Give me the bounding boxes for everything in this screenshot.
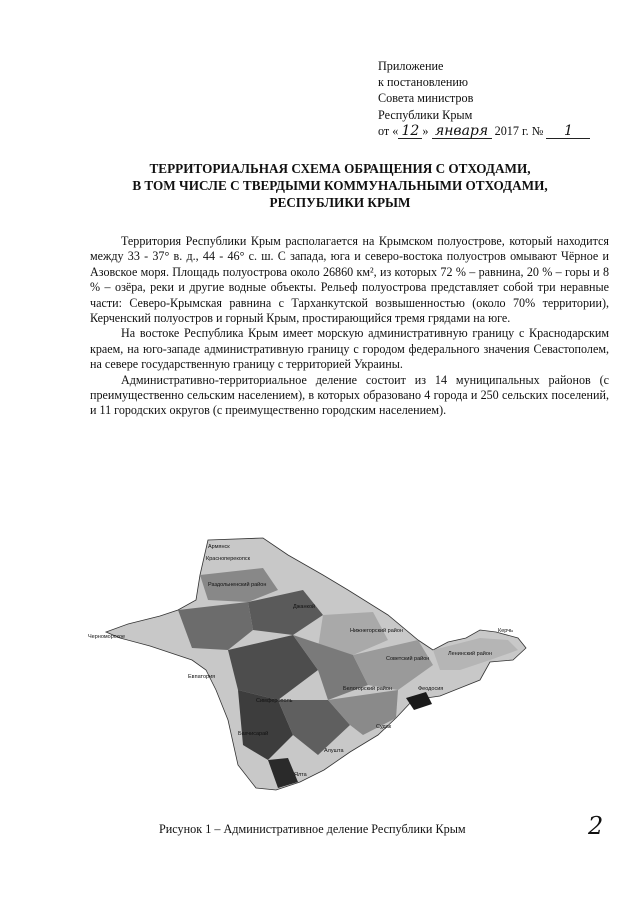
- date-prefix: от «: [378, 123, 399, 138]
- map-label: Раздольненский район: [208, 582, 267, 588]
- map-label: Ялта: [294, 772, 307, 778]
- map-label: Евпатория: [188, 674, 216, 680]
- date-day: 12: [398, 125, 422, 139]
- appendix-block: [378, 58, 590, 139]
- paragraph: На востоке Республика Крым имеет морскую административную границу с Краснодарским краем, на юго-западе административную границу с городом федерального значения Севастополем, на севере государственную границу с территорией Украины.: [90, 326, 609, 372]
- map-label: Судак: [376, 724, 392, 730]
- map-label: Алушта: [324, 748, 344, 754]
- title-line: В ТОМ ЧИСЛЕ С ТВЕРДЫМИ КОММУНАЛЬНЫМИ ОТХОДАМИ,: [132, 178, 548, 193]
- paragraph: Административно-территориальное деление состоит из 14 муниципальных районов (с преимущественно сельским населением), в которых образовано 4 города и 250 сельских поселений, и 11 городских округов (с преимущественно городским населением).: [90, 372, 609, 418]
- date-mid: »: [422, 123, 432, 138]
- map-label: Феодосия: [418, 686, 444, 692]
- document-title: [80, 160, 600, 211]
- map-label: Нижнегорский район: [350, 628, 403, 634]
- map-label: Белогорский район: [343, 686, 392, 692]
- appendix-line: Республики Крым: [378, 107, 473, 122]
- date-month: января: [432, 125, 492, 139]
- map-label: Ленинский район: [448, 651, 492, 657]
- map-label: Советский район: [386, 656, 430, 662]
- appendix-line: к постановлению: [378, 75, 469, 90]
- page-number: 2: [588, 812, 604, 840]
- title-line: ТЕРРИТОРИАЛЬНАЯ СХЕМА ОБРАЩЕНИЯ С ОТХОДАМИ,: [149, 161, 531, 176]
- map-label: Армянск: [208, 544, 230, 550]
- map-label: Красноперекопск: [206, 556, 250, 562]
- map-label: Керчь: [498, 628, 513, 634]
- map-label: Бахчисарай: [238, 731, 269, 737]
- appendix-date-line: [378, 123, 590, 139]
- document-number: 1: [546, 125, 590, 139]
- body-text: [90, 234, 609, 419]
- map-label: Черноморское: [88, 634, 126, 640]
- paragraph: Территория Республики Крым располагается на Крымском полуострове, который находится между 33 - 37° в. д., 44 - 46° с. ш. С запада, юга и северо-востока полуостров омывают Чёрное и Азовское моря. Площадь полуострова около 26860 км², из которых 72 % – равнина, 20 % – горы и 8 % – озёра, реки и другие водные объекты. Рельеф полуострова представляет собой три неравные части: Северо-Крымская равнина с Тарханкутской возвышенностью (около 70% территории), Керченский полуостров и горный Крым, простирающийся тремя грядами на юге.: [90, 234, 609, 326]
- date-year: 2017 г. №: [491, 123, 547, 138]
- appendix-line: Совета министров: [378, 91, 474, 106]
- crimea-district-map: [88, 520, 528, 810]
- map-label: Джанкой: [293, 604, 316, 610]
- appendix-line: Приложение: [378, 59, 444, 73]
- title-line: РЕСПУБЛИКИ КРЫМ: [269, 195, 411, 210]
- map-label: Симферополь: [256, 698, 293, 704]
- figure-caption: Рисунок 1 – Административное деление Республики Крым: [159, 822, 466, 836]
